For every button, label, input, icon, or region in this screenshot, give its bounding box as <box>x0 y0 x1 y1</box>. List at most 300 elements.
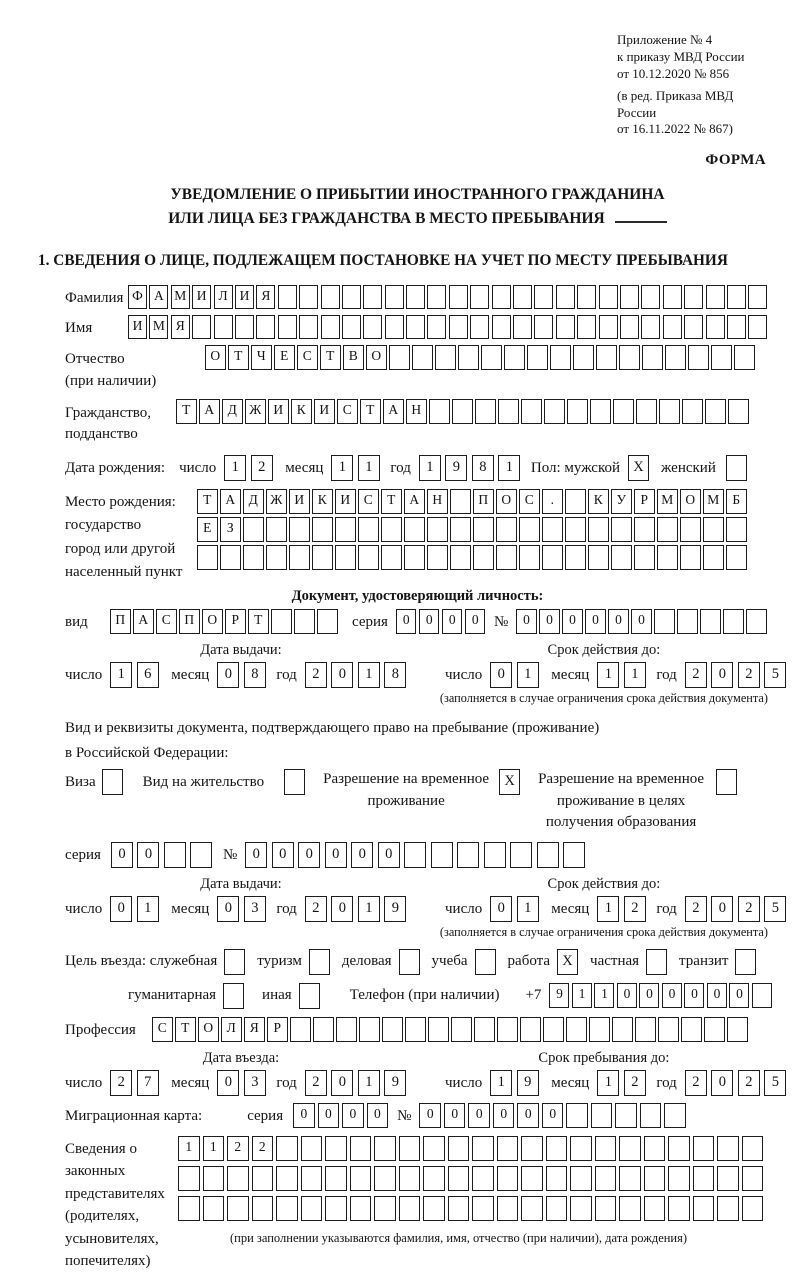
char-cell[interactable] <box>595 1166 617 1191</box>
char-cell[interactable] <box>513 315 532 339</box>
char-cell[interactable]: 1 <box>331 455 353 481</box>
char-cell[interactable]: Т <box>248 609 269 634</box>
char-cell[interactable] <box>546 1166 568 1191</box>
char-cell[interactable]: 2 <box>738 662 760 688</box>
purpose-tourism-checkbox[interactable] <box>309 949 330 975</box>
char-cell[interactable]: К <box>588 489 609 514</box>
char-cell[interactable] <box>492 315 511 339</box>
char-cell[interactable] <box>717 1196 739 1221</box>
char-cell[interactable] <box>595 1196 617 1221</box>
char-cell[interactable]: 3 <box>244 896 266 922</box>
char-cell[interactable] <box>470 285 489 309</box>
char-cell[interactable] <box>492 285 511 309</box>
char-cell[interactable] <box>693 1166 715 1191</box>
char-cell[interactable] <box>519 545 540 570</box>
char-cell[interactable] <box>335 517 356 542</box>
char-cell[interactable]: М <box>149 315 168 339</box>
char-cell[interactable]: Р <box>267 1017 288 1042</box>
char-cell[interactable]: 1 <box>358 896 380 922</box>
char-cell[interactable] <box>711 345 732 370</box>
purpose-other-checkbox[interactable] <box>299 983 320 1009</box>
char-cell[interactable] <box>570 1196 592 1221</box>
char-cell[interactable] <box>473 545 494 570</box>
char-cell[interactable]: 0 <box>539 609 560 634</box>
char-cell[interactable] <box>642 345 663 370</box>
char-cell[interactable]: 1 <box>624 662 646 688</box>
char-cell[interactable] <box>197 545 218 570</box>
char-cell[interactable] <box>546 1136 568 1161</box>
char-cell[interactable] <box>513 285 532 309</box>
char-cell[interactable]: 0 <box>490 662 512 688</box>
char-cell[interactable]: 0 <box>342 1103 364 1128</box>
gender-male-checkbox[interactable]: X <box>628 455 649 481</box>
char-cell[interactable]: 9 <box>517 1070 539 1096</box>
char-cell[interactable] <box>481 345 502 370</box>
char-cell[interactable] <box>615 1103 637 1128</box>
purpose-study-checkbox[interactable] <box>475 949 496 975</box>
char-cell[interactable]: 0 <box>516 609 537 634</box>
char-cell[interactable]: 0 <box>585 609 606 634</box>
char-cell[interactable] <box>321 285 340 309</box>
char-cell[interactable] <box>706 285 725 309</box>
char-cell[interactable] <box>570 1136 592 1161</box>
char-cell[interactable] <box>542 545 563 570</box>
char-cell[interactable]: М <box>171 285 190 309</box>
char-cell[interactable]: 1 <box>110 662 132 688</box>
char-cell[interactable] <box>203 1166 225 1191</box>
char-cell[interactable] <box>668 1166 690 1191</box>
char-cell[interactable]: 1 <box>572 983 592 1008</box>
char-cell[interactable]: 1 <box>358 1070 380 1096</box>
char-cell[interactable]: 7 <box>137 1070 159 1096</box>
char-cell[interactable] <box>278 315 297 339</box>
char-cell[interactable] <box>406 285 425 309</box>
char-cell[interactable] <box>457 842 479 868</box>
char-cell[interactable] <box>726 545 747 570</box>
char-cell[interactable]: О <box>202 609 223 634</box>
char-cell[interactable] <box>450 545 471 570</box>
purpose-work-checkbox[interactable]: X <box>557 949 578 975</box>
char-cell[interactable] <box>657 545 678 570</box>
char-cell[interactable] <box>636 399 657 424</box>
char-cell[interactable]: 0 <box>367 1103 389 1128</box>
char-cell[interactable]: 0 <box>517 1103 539 1128</box>
char-cell[interactable] <box>700 609 721 634</box>
char-cell[interactable]: 0 <box>465 609 486 634</box>
char-cell[interactable] <box>350 1136 372 1161</box>
char-cell[interactable]: 0 <box>631 609 652 634</box>
char-cell[interactable] <box>543 1017 564 1042</box>
char-cell[interactable] <box>726 517 747 542</box>
char-cell[interactable] <box>620 285 639 309</box>
char-cell[interactable] <box>727 315 746 339</box>
char-cell[interactable]: С <box>156 609 177 634</box>
char-cell[interactable]: Т <box>360 399 381 424</box>
char-cell[interactable] <box>612 1017 633 1042</box>
char-cell[interactable] <box>693 1196 715 1221</box>
char-cell[interactable]: Ф <box>128 285 147 309</box>
char-cell[interactable]: 0 <box>351 842 373 868</box>
char-cell[interactable] <box>634 517 655 542</box>
char-cell[interactable] <box>399 1196 421 1221</box>
char-cell[interactable]: 0 <box>293 1103 315 1128</box>
char-cell[interactable]: 1 <box>498 455 520 481</box>
char-cell[interactable]: 0 <box>707 983 727 1008</box>
char-cell[interactable]: Л <box>214 285 233 309</box>
char-cell[interactable] <box>271 609 292 634</box>
char-cell[interactable] <box>498 399 519 424</box>
char-cell[interactable]: А <box>199 399 220 424</box>
char-cell[interactable] <box>243 545 264 570</box>
char-cell[interactable]: В <box>343 345 364 370</box>
char-cell[interactable]: И <box>289 489 310 514</box>
char-cell[interactable] <box>299 285 318 309</box>
char-cell[interactable]: 5 <box>764 896 786 922</box>
char-cell[interactable]: 2 <box>685 662 707 688</box>
char-cell[interactable] <box>595 1136 617 1161</box>
char-cell[interactable]: Н <box>427 489 448 514</box>
char-cell[interactable]: Я <box>244 1017 265 1042</box>
char-cell[interactable]: И <box>268 399 289 424</box>
char-cell[interactable]: С <box>152 1017 173 1042</box>
char-cell[interactable] <box>611 545 632 570</box>
char-cell[interactable]: 1 <box>224 455 246 481</box>
char-cell[interactable] <box>613 399 634 424</box>
char-cell[interactable]: 0 <box>217 1070 239 1096</box>
char-cell[interactable] <box>589 1017 610 1042</box>
char-cell[interactable] <box>278 285 297 309</box>
char-cell[interactable] <box>504 345 525 370</box>
purpose-humanitarian-checkbox[interactable] <box>223 983 244 1009</box>
char-cell[interactable]: Р <box>634 489 655 514</box>
char-cell[interactable]: 1 <box>597 662 619 688</box>
char-cell[interactable] <box>406 315 425 339</box>
char-cell[interactable] <box>588 517 609 542</box>
char-cell[interactable] <box>449 315 468 339</box>
char-cell[interactable]: О <box>496 489 517 514</box>
char-cell[interactable]: 1 <box>517 896 539 922</box>
char-cell[interactable] <box>381 545 402 570</box>
gender-female-checkbox[interactable] <box>726 455 747 481</box>
char-cell[interactable] <box>565 545 586 570</box>
char-cell[interactable] <box>385 285 404 309</box>
char-cell[interactable]: С <box>358 489 379 514</box>
char-cell[interactable] <box>680 517 701 542</box>
purpose-transit-checkbox[interactable] <box>735 949 756 975</box>
char-cell[interactable] <box>663 285 682 309</box>
char-cell[interactable] <box>475 399 496 424</box>
char-cell[interactable]: М <box>657 489 678 514</box>
char-cell[interactable] <box>619 1136 641 1161</box>
char-cell[interactable] <box>220 545 241 570</box>
char-cell[interactable] <box>290 1017 311 1042</box>
char-cell[interactable] <box>565 489 586 514</box>
char-cell[interactable] <box>428 1017 449 1042</box>
char-cell[interactable]: 9 <box>384 1070 406 1096</box>
char-cell[interactable] <box>588 545 609 570</box>
char-cell[interactable] <box>620 315 639 339</box>
char-cell[interactable]: О <box>198 1017 219 1042</box>
char-cell[interactable] <box>266 545 287 570</box>
char-cell[interactable] <box>577 315 596 339</box>
char-cell[interactable] <box>746 609 767 634</box>
char-cell[interactable] <box>566 1103 588 1128</box>
char-cell[interactable] <box>644 1136 666 1161</box>
char-cell[interactable]: 1 <box>419 455 441 481</box>
char-cell[interactable] <box>742 1136 764 1161</box>
char-cell[interactable] <box>657 517 678 542</box>
char-cell[interactable]: И <box>192 285 211 309</box>
char-cell[interactable] <box>677 609 698 634</box>
char-cell[interactable] <box>727 1017 748 1042</box>
char-cell[interactable] <box>566 1017 587 1042</box>
char-cell[interactable] <box>404 545 425 570</box>
char-cell[interactable] <box>474 1017 495 1042</box>
char-cell[interactable] <box>521 1136 543 1161</box>
char-cell[interactable] <box>684 285 703 309</box>
char-cell[interactable] <box>448 1166 470 1191</box>
char-cell[interactable] <box>556 315 575 339</box>
char-cell[interactable] <box>350 1196 372 1221</box>
char-cell[interactable] <box>723 609 744 634</box>
char-cell[interactable] <box>534 315 553 339</box>
char-cell[interactable] <box>693 1136 715 1161</box>
char-cell[interactable] <box>325 1166 347 1191</box>
char-cell[interactable]: Н <box>406 399 427 424</box>
char-cell[interactable]: 0 <box>378 842 400 868</box>
char-cell[interactable] <box>190 842 212 868</box>
char-cell[interactable] <box>423 1136 445 1161</box>
char-cell[interactable] <box>573 345 594 370</box>
char-cell[interactable]: 0 <box>493 1103 515 1128</box>
char-cell[interactable]: 1 <box>358 662 380 688</box>
char-cell[interactable] <box>665 345 686 370</box>
char-cell[interactable] <box>727 285 746 309</box>
char-cell[interactable] <box>688 345 709 370</box>
char-cell[interactable] <box>301 1166 323 1191</box>
char-cell[interactable] <box>705 399 726 424</box>
char-cell[interactable]: Б <box>726 489 747 514</box>
char-cell[interactable]: 0 <box>468 1103 490 1128</box>
char-cell[interactable] <box>703 545 724 570</box>
char-cell[interactable]: Д <box>222 399 243 424</box>
char-cell[interactable]: 2 <box>252 1136 274 1161</box>
char-cell[interactable] <box>521 399 542 424</box>
char-cell[interactable]: Ж <box>245 399 266 424</box>
char-cell[interactable]: 1 <box>178 1136 200 1161</box>
char-cell[interactable]: М <box>703 489 724 514</box>
char-cell[interactable] <box>429 399 450 424</box>
char-cell[interactable] <box>178 1196 200 1221</box>
char-cell[interactable] <box>728 399 749 424</box>
char-cell[interactable] <box>214 315 233 339</box>
char-cell[interactable] <box>704 1017 725 1042</box>
char-cell[interactable]: 6 <box>137 662 159 688</box>
char-cell[interactable] <box>382 1017 403 1042</box>
char-cell[interactable] <box>496 517 517 542</box>
char-cell[interactable] <box>556 285 575 309</box>
edu-permit-checkbox[interactable] <box>716 769 737 795</box>
char-cell[interactable] <box>301 1196 323 1221</box>
char-cell[interactable] <box>321 315 340 339</box>
char-cell[interactable] <box>734 345 755 370</box>
char-cell[interactable] <box>325 1196 347 1221</box>
char-cell[interactable] <box>472 1196 494 1221</box>
char-cell[interactable] <box>312 545 333 570</box>
char-cell[interactable]: К <box>312 489 333 514</box>
char-cell[interactable] <box>423 1196 445 1221</box>
char-cell[interactable] <box>363 285 382 309</box>
char-cell[interactable]: Т <box>320 345 341 370</box>
char-cell[interactable] <box>312 517 333 542</box>
purpose-official-checkbox[interactable] <box>224 949 245 975</box>
char-cell[interactable] <box>289 545 310 570</box>
char-cell[interactable] <box>449 285 468 309</box>
char-cell[interactable]: 2 <box>305 662 327 688</box>
char-cell[interactable] <box>537 842 559 868</box>
char-cell[interactable]: 0 <box>442 609 463 634</box>
char-cell[interactable] <box>256 315 275 339</box>
char-cell[interactable] <box>448 1196 470 1221</box>
char-cell[interactable] <box>399 1166 421 1191</box>
char-cell[interactable] <box>484 842 506 868</box>
char-cell[interactable] <box>399 1136 421 1161</box>
char-cell[interactable] <box>431 842 453 868</box>
char-cell[interactable] <box>313 1017 334 1042</box>
char-cell[interactable]: Е <box>274 345 295 370</box>
char-cell[interactable]: 1 <box>358 455 380 481</box>
char-cell[interactable] <box>519 517 540 542</box>
char-cell[interactable]: 2 <box>227 1136 249 1161</box>
char-cell[interactable] <box>243 517 264 542</box>
char-cell[interactable] <box>542 517 563 542</box>
char-cell[interactable]: А <box>404 489 425 514</box>
char-cell[interactable]: И <box>128 315 147 339</box>
char-cell[interactable]: 0 <box>711 662 733 688</box>
char-cell[interactable] <box>684 315 703 339</box>
char-cell[interactable]: 0 <box>331 896 353 922</box>
char-cell[interactable]: 0 <box>318 1103 340 1128</box>
char-cell[interactable] <box>521 1196 543 1221</box>
char-cell[interactable]: Л <box>221 1017 242 1042</box>
char-cell[interactable] <box>717 1166 739 1191</box>
char-cell[interactable] <box>276 1166 298 1191</box>
char-cell[interactable]: . <box>542 489 563 514</box>
char-cell[interactable] <box>497 1017 518 1042</box>
char-cell[interactable] <box>752 983 772 1008</box>
char-cell[interactable]: 8 <box>244 662 266 688</box>
char-cell[interactable]: А <box>133 609 154 634</box>
char-cell[interactable]: 5 <box>764 1070 786 1096</box>
char-cell[interactable]: 1 <box>137 896 159 922</box>
char-cell[interactable]: 1 <box>517 662 539 688</box>
char-cell[interactable] <box>717 1136 739 1161</box>
char-cell[interactable] <box>374 1196 396 1221</box>
char-cell[interactable]: Т <box>381 489 402 514</box>
char-cell[interactable] <box>659 399 680 424</box>
char-cell[interactable]: О <box>680 489 701 514</box>
char-cell[interactable] <box>385 315 404 339</box>
char-cell[interactable] <box>635 1017 656 1042</box>
char-cell[interactable] <box>563 842 585 868</box>
char-cell[interactable] <box>435 345 456 370</box>
purpose-business-checkbox[interactable] <box>399 949 420 975</box>
char-cell[interactable]: С <box>297 345 318 370</box>
char-cell[interactable] <box>565 517 586 542</box>
char-cell[interactable] <box>450 489 471 514</box>
char-cell[interactable] <box>358 517 379 542</box>
char-cell[interactable]: 2 <box>251 455 273 481</box>
char-cell[interactable] <box>654 609 675 634</box>
char-cell[interactable] <box>663 315 682 339</box>
char-cell[interactable]: 1 <box>597 896 619 922</box>
char-cell[interactable] <box>359 1017 380 1042</box>
char-cell[interactable]: И <box>235 285 254 309</box>
char-cell[interactable] <box>374 1136 396 1161</box>
char-cell[interactable]: 0 <box>711 1070 733 1096</box>
char-cell[interactable]: С <box>519 489 540 514</box>
char-cell[interactable]: Ч <box>251 345 272 370</box>
char-cell[interactable] <box>658 1017 679 1042</box>
char-cell[interactable] <box>235 315 254 339</box>
char-cell[interactable]: 9 <box>384 896 406 922</box>
char-cell[interactable] <box>203 1196 225 1221</box>
char-cell[interactable] <box>546 1196 568 1221</box>
char-cell[interactable] <box>452 399 473 424</box>
char-cell[interactable]: 0 <box>325 842 347 868</box>
char-cell[interactable] <box>742 1166 764 1191</box>
char-cell[interactable]: 1 <box>597 1070 619 1096</box>
char-cell[interactable]: 0 <box>444 1103 466 1128</box>
char-cell[interactable]: 2 <box>738 1070 760 1096</box>
char-cell[interactable] <box>350 1166 372 1191</box>
char-cell[interactable]: 9 <box>549 983 569 1008</box>
char-cell[interactable] <box>289 517 310 542</box>
char-cell[interactable] <box>472 1166 494 1191</box>
char-cell[interactable]: 0 <box>110 896 132 922</box>
char-cell[interactable] <box>336 1017 357 1042</box>
char-cell[interactable] <box>423 1166 445 1191</box>
char-cell[interactable]: 8 <box>384 662 406 688</box>
char-cell[interactable]: 0 <box>608 609 629 634</box>
char-cell[interactable] <box>611 517 632 542</box>
char-cell[interactable]: О <box>205 345 226 370</box>
char-cell[interactable]: Я <box>256 285 275 309</box>
visa-checkbox[interactable] <box>102 769 123 795</box>
char-cell[interactable] <box>325 1136 347 1161</box>
char-cell[interactable]: П <box>110 609 131 634</box>
char-cell[interactable] <box>276 1136 298 1161</box>
char-cell[interactable] <box>742 1196 764 1221</box>
char-cell[interactable]: 1 <box>203 1136 225 1161</box>
char-cell[interactable]: Т <box>176 399 197 424</box>
char-cell[interactable] <box>634 545 655 570</box>
char-cell[interactable]: 0 <box>711 896 733 922</box>
char-cell[interactable]: А <box>149 285 168 309</box>
char-cell[interactable] <box>451 1017 472 1042</box>
char-cell[interactable]: У <box>611 489 632 514</box>
char-cell[interactable] <box>178 1166 200 1191</box>
char-cell[interactable]: 0 <box>272 842 294 868</box>
char-cell[interactable] <box>358 545 379 570</box>
char-cell[interactable] <box>266 517 287 542</box>
residence-permit-checkbox[interactable] <box>284 769 305 795</box>
char-cell[interactable]: 0 <box>419 1103 441 1128</box>
char-cell[interactable] <box>301 1136 323 1161</box>
char-cell[interactable] <box>404 517 425 542</box>
char-cell[interactable]: И <box>314 399 335 424</box>
char-cell[interactable] <box>577 285 596 309</box>
